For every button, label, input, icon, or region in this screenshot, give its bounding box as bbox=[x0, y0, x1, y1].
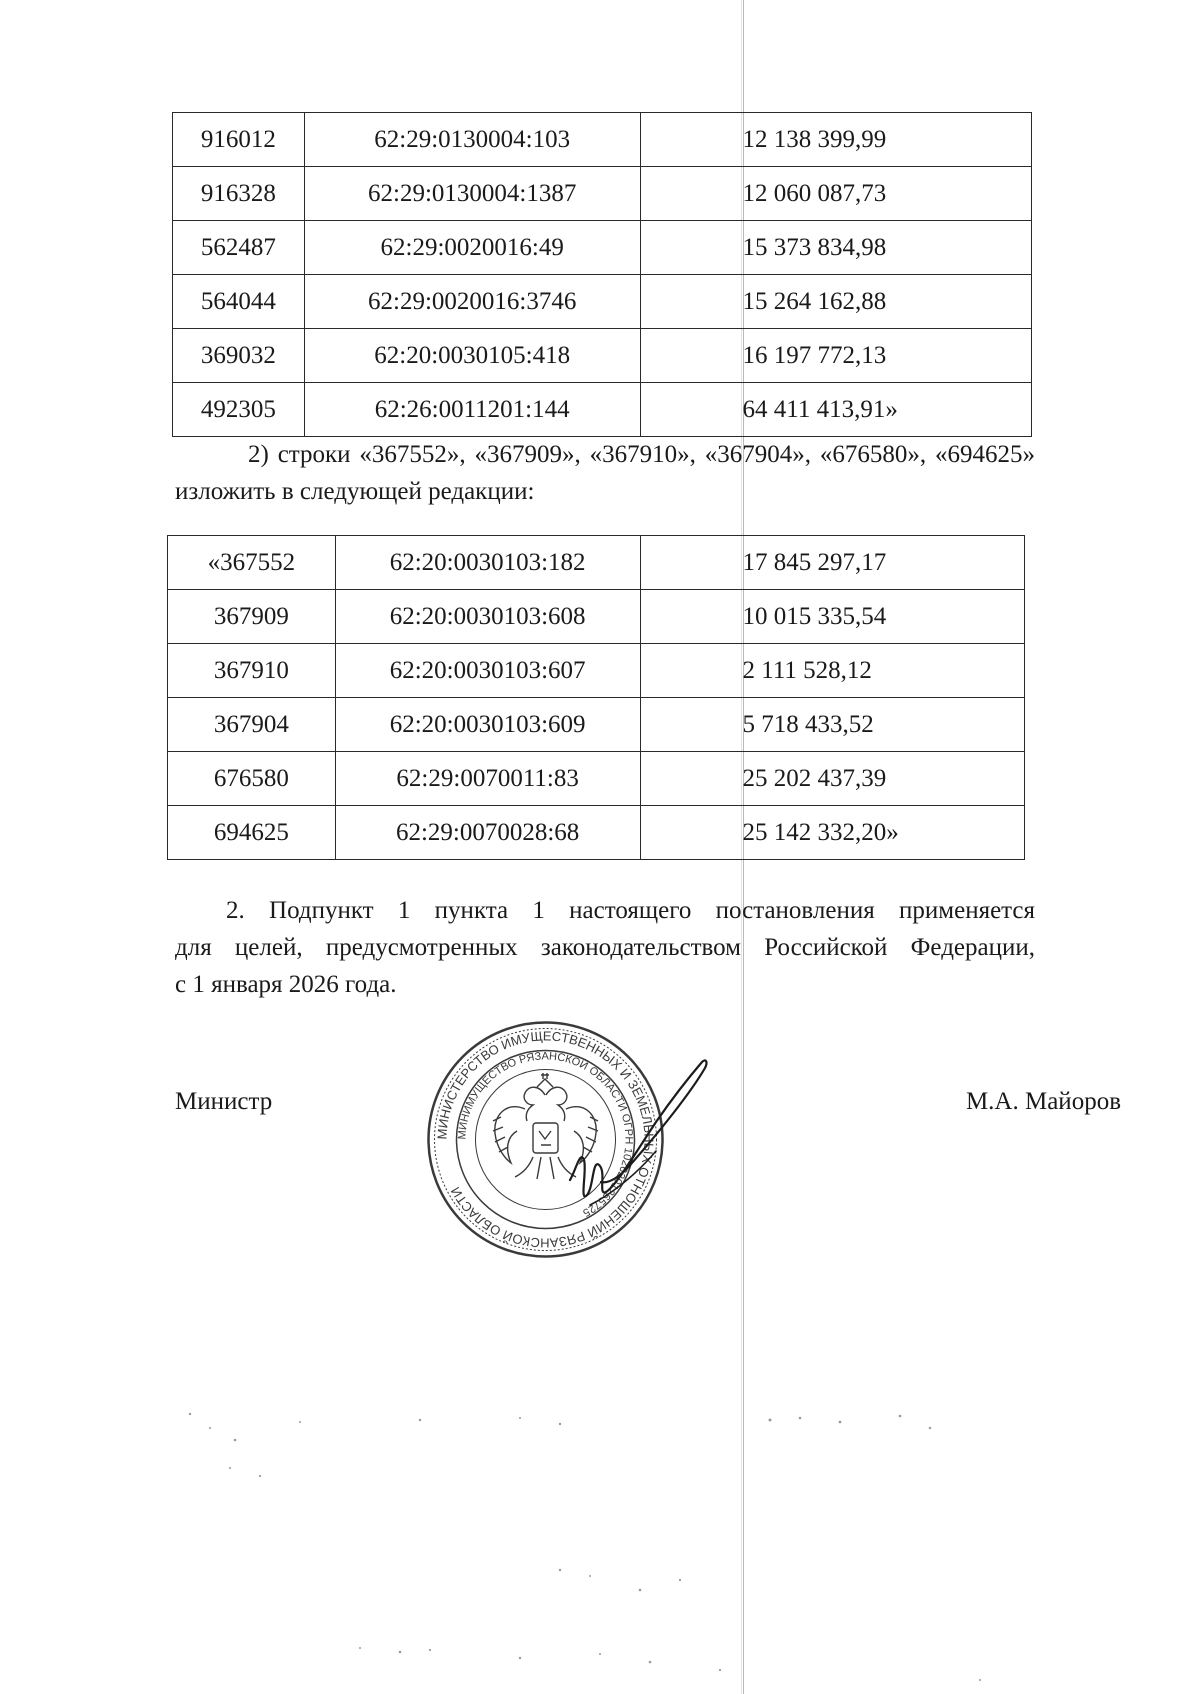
cadastral-number-cell: 62:29:0070028:68 bbox=[335, 806, 640, 860]
cadastral-value-cell: 64 411 413,91» bbox=[640, 383, 1031, 437]
cadastral-value-cell: 25 142 332,20» bbox=[640, 806, 1025, 860]
cadastral-value-cell: 12 138 399,99 bbox=[640, 113, 1031, 167]
table-row bbox=[168, 644, 1025, 698]
code-cell: 562487 bbox=[173, 221, 305, 275]
code-cell: 367909 bbox=[168, 590, 336, 644]
cadastral-number-cell: 62:20:0030103:609 bbox=[335, 698, 640, 752]
table-row bbox=[173, 329, 1032, 383]
code-cell: 916012 bbox=[173, 113, 305, 167]
code-cell: 492305 bbox=[173, 383, 305, 437]
code-cell: 916328 bbox=[173, 167, 305, 221]
cadastral-number-cell: 62:26:0011201:144 bbox=[304, 383, 640, 437]
paragraph-line: 2. Подпункт 1 пункта 1 настоящего постановления применяется bbox=[226, 897, 1035, 924]
paragraph-line: 2) строки «367552», «367909», «367910», «367904», «676580», «694625» bbox=[248, 441, 1035, 468]
cadastral-value-cell: 5 718 433,52 bbox=[640, 698, 1025, 752]
signer-position: Министр bbox=[175, 1088, 273, 1115]
cadastral-number-cell: 62:20:0030103:182 bbox=[335, 536, 640, 590]
table-row bbox=[173, 275, 1032, 329]
paragraph-line: изложить в следующей редакции: bbox=[175, 478, 535, 505]
cadastral-value-cell: 25 202 437,39 bbox=[640, 752, 1025, 806]
table-row bbox=[168, 536, 1025, 590]
cadastral-value-cell: 10 015 335,54 bbox=[640, 590, 1025, 644]
paragraph-line: с 1 января 2026 года. bbox=[175, 971, 397, 998]
cadastral-value-cell: 2 111 528,12 bbox=[640, 644, 1025, 698]
values-table-1 bbox=[172, 112, 1032, 437]
cadastral-value-cell: 12 060 087,73 bbox=[640, 167, 1031, 221]
table-row bbox=[168, 698, 1025, 752]
cadastral-number-cell: 62:29:0130004:1387 bbox=[304, 167, 640, 221]
cadastral-value-cell: 17 845 297,17 bbox=[640, 536, 1025, 590]
amendment-paragraph bbox=[175, 436, 1035, 510]
signer-name: М.А. Майоров bbox=[965, 1088, 1121, 1115]
effective-date-paragraph bbox=[175, 892, 1035, 1003]
table-row bbox=[168, 752, 1025, 806]
cadastral-number-cell: 62:20:0030103:607 bbox=[335, 644, 640, 698]
cadastral-number-cell: 62:20:0030103:608 bbox=[335, 590, 640, 644]
seal-outer-text: МИНИСТЕРСТВО ИМУЩЕСТВЕННЫХ И ЗЕМЕЛЬНЫХ ОТНОШЕНИЙ РЯЗАНСКОЙ ОБЛАСТИ bbox=[434, 1028, 657, 1251]
table-row bbox=[173, 221, 1032, 275]
code-cell: 564044 bbox=[173, 275, 305, 329]
seal-inner-text: МИНИМУЩЕСТВО РЯЗАНСКОЙ ОБЛАСТИ ОГРН 1026201265725 bbox=[456, 1050, 635, 1219]
code-cell: 369032 bbox=[173, 329, 305, 383]
cadastral-number-cell: 62:29:0020016:3746 bbox=[304, 275, 640, 329]
cadastral-value-cell: 15 373 834,98 bbox=[640, 221, 1031, 275]
cadastral-number-cell: 62:29:0070011:83 bbox=[335, 752, 640, 806]
table-row bbox=[173, 383, 1032, 437]
code-cell: 367904 bbox=[168, 698, 336, 752]
table-row bbox=[168, 590, 1025, 644]
cadastral-number-cell: 62:20:0030105:418 bbox=[304, 329, 640, 383]
values-table-2 bbox=[167, 535, 1025, 860]
paragraph-line: для целей, предусмотренных законодательством Российской Федерации, bbox=[175, 934, 1035, 961]
handwritten-signature bbox=[560, 1055, 720, 1230]
code-cell: 367910 bbox=[168, 644, 336, 698]
table-row bbox=[173, 113, 1032, 167]
table-row bbox=[173, 167, 1032, 221]
scan-noise bbox=[0, 1380, 1200, 1694]
cadastral-value-cell: 16 197 772,13 bbox=[640, 329, 1031, 383]
table-row bbox=[168, 806, 1025, 860]
code-cell: «367552 bbox=[168, 536, 336, 590]
code-cell: 694625 bbox=[168, 806, 336, 860]
code-cell: 676580 bbox=[168, 752, 336, 806]
cadastral-number-cell: 62:29:0020016:49 bbox=[304, 221, 640, 275]
cadastral-number-cell: 62:29:0130004:103 bbox=[304, 113, 640, 167]
cadastral-value-cell: 15 264 162,88 bbox=[640, 275, 1031, 329]
